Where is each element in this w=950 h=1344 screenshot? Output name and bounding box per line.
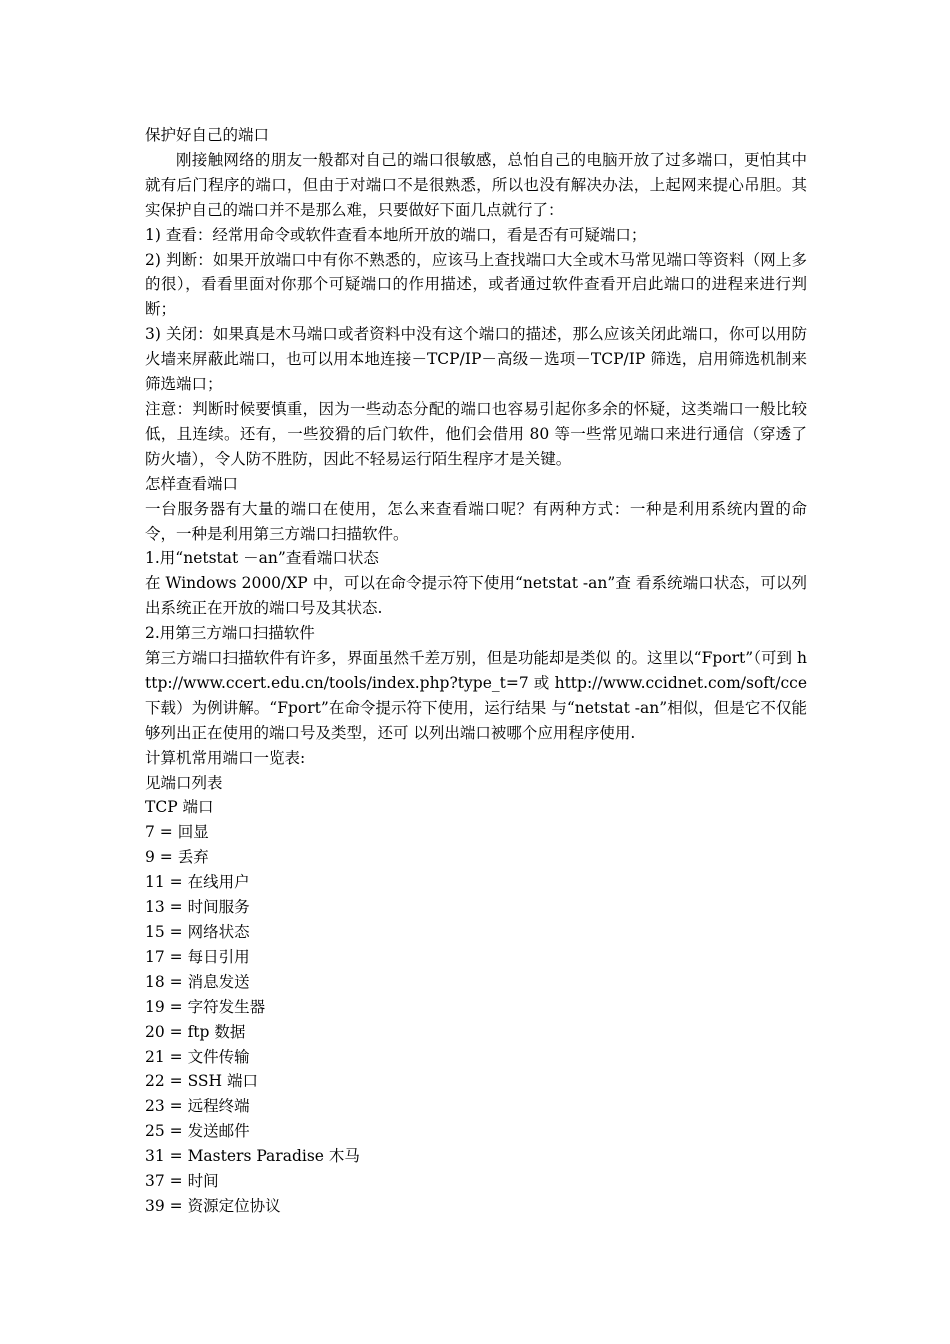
list-item: 19 = 字符发生器 [145,997,266,1016]
list-item: 9 = 丢弃 [145,848,209,867]
list-item: 7 = 回显 [145,823,209,842]
note-paragraph: 注意：判断时候要慎重，因为一些动态分配的端口也容易引起你多余的怀疑，这类端口一般比较低，且连续。还有，一些狡猾的后门软件，他们会借用 80 等一些常见端口来进行通信（穿透了防火墙），令人防不胜防，因此不轻易运行陌生程序才是关键。 [145,399,807,468]
tcp-ports-label: TCP 端口 [145,798,214,817]
document-title: 保护好自己的端口 [145,126,270,144]
list-item: 25 = 发送邮件 [145,1122,250,1141]
section-heading-check-ports: 怎样查看端口 [145,474,239,493]
list-item: 31 = Masters Paradise 木马 [145,1147,360,1166]
list-item: 15 = 网络状态 [145,923,250,941]
port-list [145,820,807,1219]
list-item: 11 = 在线用户 [145,873,250,892]
list-item: 18 = 消息发送 [145,972,250,991]
list-item: 20 = ftp 数据 [145,1022,246,1041]
list-item: 13 = 时间服务 [145,898,250,917]
method-netstat-paragraph: 在 Windows 2000/XP 中，可以在命令提示符下使用“netstat -an”查 看系统端口状态，可以列出系统正在开放的端口号及其状态. [145,574,807,618]
port-table-heading: 计算机常用端口一览表: [145,748,306,767]
method-netstat-heading: 1.用“netstat －an”查看端口状态 [145,549,379,568]
method-scanner-heading: 2.用第三方端口扫描软件 [145,624,315,643]
list-item: 17 = 每日引用 [145,947,250,966]
port-list-label: 见端口列表 [145,773,223,792]
list-item: 39 = 资源定位协议 [145,1196,281,1215]
document-body [145,123,807,1219]
step-judge-paragraph: 2) 判断：如果开放端口中有你不熟悉的，应该马上查找端口大全或木马常见端口等资料（网上多的很），看看里面对你那个可疑端口的作用描述，或者通过软件查看开启此端口的进程来进行判断； [145,250,807,319]
list-item: 37 = 时间 [145,1172,219,1191]
list-item: 22 = SSH 端口 [145,1072,258,1091]
step-view-paragraph: 1) 查看：经常用命令或软件查看本地所开放的端口，看是否有可疑端口； [145,225,647,244]
method-scanner-paragraph: 第三方端口扫描软件有许多，界面虽然千差万别，但是功能却是类似 的。这里以“Fport”（可到 http://www.ccert.edu.cn/tools/index.php?type_t=7 或 http://www.ccidnet.com/soft/cce 下载）为例讲解。“Fport”在命令提示符下使用，运行结果 与“netstat -an”相似，但是它不仅能够列出正在使用的端口号及类型，还可 以列出端口被哪个应用程序使用. [145,649,807,742]
list-item: 21 = 文件传输 [145,1047,250,1066]
intro-paragraph: 刚接触网络的朋友一般都对自己的端口很敏感，总怕自己的电脑开放了过多端口，更怕其中就有后门程序的端口，但由于对端口不是很熟悉，所以也没有解决办法，上起网来提心吊胆。其实保护自己的端口并不是那么难，只要做好下面几点就行了： [145,150,807,219]
list-item: 23 = 远程终端 [145,1097,250,1116]
step-close-paragraph: 3) 关闭：如果真是木马端口或者资料中没有这个端口的描述，那么应该关闭此端口，你可以用防火墙来屏蔽此端口，也可以用本地连接－TCP/IP－高级－选项－TCP/IP 筛选，启用筛选机制来筛选端口； [145,325,807,394]
check-ports-paragraph: 一台服务器有大量的端口在使用，怎么来查看端口呢？有两种方式：一种是利用系统内置的命令，一种是利用第三方端口扫描软件。 [145,499,807,543]
